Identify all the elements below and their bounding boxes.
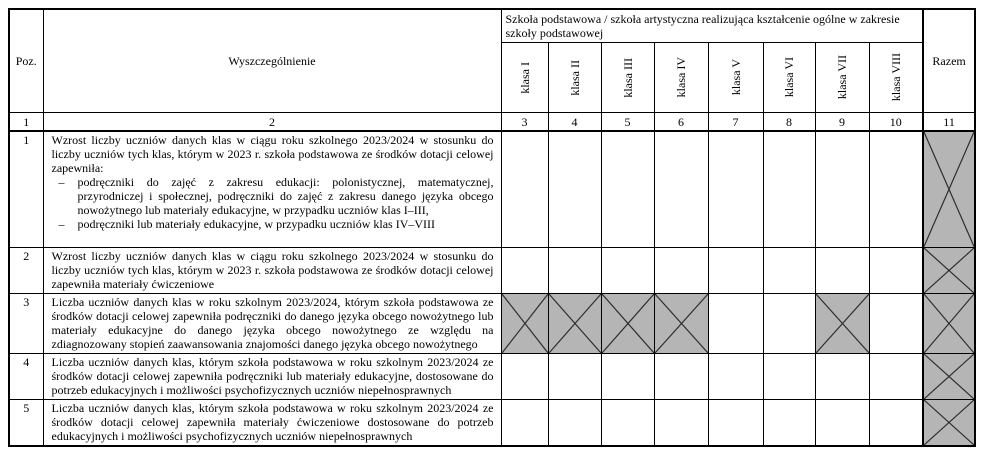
grid-cell-r5-k8[interactable]: [869, 399, 923, 446]
header-klasa-2: [548, 43, 601, 113]
grid-cell-r1-k7[interactable]: [815, 131, 869, 247]
row-5-description: Liczba uczniów danych klas, którym szkoła podstawowa w roku szkolnym 2023/2024 ze środków dotacji celowej zapewniła materiały ćwiczeniowe dostosowane do potrzeb edukacyjnych i możliwości psychofizycznych uczniów niepełnosprawnych: [43, 399, 501, 446]
grid-cell-r2-k7[interactable]: [815, 247, 869, 293]
crossed-out-x-icon: [602, 294, 654, 353]
grid-cell-r4-k1[interactable]: [501, 353, 548, 399]
grid-cell-r2-k2[interactable]: [548, 247, 601, 293]
grid-cell-r3-k8[interactable]: [869, 293, 923, 353]
row-3-description: Liczba uczniów danych klas w roku szkolnym 2023/2024, którym szkoła podstawowa ze środków dotacji celowej zapewniła podręczniki do danego języka obcego nowożytnego lub materiały edukacyjne do danego języka obcego nowożytnego ze względu na zdiagnozowany stopień zaawansowania znajomości danego języka obcego nowożytnego: [43, 293, 501, 353]
header-klasa-7: [815, 43, 869, 113]
header-razem: Razem: [923, 9, 975, 113]
grid-cell-r4-k3[interactable]: [601, 353, 654, 399]
table-row-1: [9, 131, 975, 247]
grid-cell-r5-k4[interactable]: [654, 399, 708, 446]
grid-cell-r2-k3[interactable]: [601, 247, 654, 293]
row-5-poz: 5: [9, 399, 43, 446]
dash-bullet-icon: –: [58, 175, 65, 189]
klasa-8-label: klasa VIII: [888, 53, 903, 102]
header-poz: Poz.: [9, 9, 43, 113]
row-2-description: Wzrost liczby uczniów danych klas w ciągu roku szkolnego 2023/2024 w stosunku do liczby uczniów tych klas, którym w 2023 r. szkoła podstawowa ze środków dotacji celowej zapewniła materiały ćwiczeniowe: [43, 247, 501, 293]
grid-cell-r2-k1[interactable]: [501, 247, 548, 293]
grid-cell-r2-k8[interactable]: [869, 247, 923, 293]
grid-cell-r4-k4[interactable]: [654, 353, 708, 399]
grid-cell-r3-k7: [815, 293, 869, 353]
row-1-description: [43, 131, 501, 247]
grid-cell-r3-k4: [654, 293, 708, 353]
grid-cell-r1-k4[interactable]: [654, 131, 708, 247]
crossed-out-x-icon: [924, 248, 974, 293]
colnum-4: 4: [548, 113, 601, 132]
grid-cell-r4-k8[interactable]: [869, 353, 923, 399]
klasa-6-label: klasa VI: [782, 57, 796, 98]
header-klasa-5: [708, 43, 763, 113]
header-school-group: Szkoła podstawowa / szkoła artystyczna realizująca kształcenie ogólne w zakresie szkoły podstawowej: [501, 9, 923, 43]
grid-cell-r1-k3[interactable]: [601, 131, 654, 247]
klasa-1-label: klasa I: [517, 61, 532, 94]
header-wyszczegolnienie: Wyszczególnienie: [43, 9, 501, 113]
row-1-bullet-1: [52, 175, 494, 217]
klasa-5-label: klasa V: [728, 59, 743, 96]
colnum-10: 10: [869, 113, 923, 132]
table-row-4: [9, 353, 975, 399]
header-klasa-4: [654, 43, 708, 113]
row-2-poz: 2: [9, 247, 43, 293]
row-1-bullet-2: [52, 217, 494, 231]
crossed-out-x-icon: [924, 294, 974, 353]
grid-cell-r3-k5[interactable]: [708, 293, 763, 353]
crossed-out-x-icon: [816, 294, 869, 353]
colnum-8: 8: [763, 113, 815, 132]
row-1-bullet-2-text: podręczniki lub materiały edukacyjne, w przypadku uczniów klas IV–VIII: [77, 217, 436, 231]
grid-cell-r1-k2[interactable]: [548, 131, 601, 247]
crossed-out-x-icon: [655, 294, 708, 353]
header-klasa-3: [601, 43, 654, 113]
klasa-7-label: klasa VII: [835, 55, 849, 100]
grid-cell-r1-k1[interactable]: [501, 131, 548, 247]
dash-bullet-icon: –: [58, 217, 65, 231]
grid-cell-r1-k5[interactable]: [708, 131, 763, 247]
colnum-2: 2: [43, 113, 501, 132]
grid-cell-r1-razem: [923, 131, 975, 247]
header-row-group: [9, 9, 975, 43]
row-1-intro: Wzrost liczby uczniów danych klas w ciągu roku szkolnego 2023/2024 w stosunku do liczby uczniów tych klas, którym w 2023 r. szkoła podstawowa ze środków dotacji celowej zapewniła:: [51, 133, 494, 175]
colnum-9: 9: [815, 113, 869, 132]
grid-cell-r2-k5[interactable]: [708, 247, 763, 293]
table-row-2: [9, 247, 975, 293]
grid-cell-r5-k5[interactable]: [708, 399, 763, 446]
grid-cell-r4-k2[interactable]: [548, 353, 601, 399]
column-number-row: [9, 113, 975, 132]
dotacja-rozliczenie-table: [8, 8, 976, 447]
colnum-7: 7: [708, 113, 763, 132]
row-1-bullet-1-text: podręczniki do zajęć z zakresu edukacji: polonistycznej, matematycznej, przyrodniczej i społecznej, podręczniki do zajęć z zakresu danego języka obcego nowożytnego lub materiały edukacyjne, w przypadku uczniów klas I–III,: [77, 175, 494, 217]
grid-cell-r2-razem: [923, 247, 975, 293]
grid-cell-r5-k6[interactable]: [763, 399, 815, 446]
grid-cell-r5-razem: [923, 399, 975, 446]
grid-cell-r3-k3: [601, 293, 654, 353]
colnum-1: 1: [9, 113, 43, 132]
grid-cell-r4-razem: [923, 353, 975, 399]
crossed-out-x-icon: [924, 400, 974, 445]
colnum-3: 3: [501, 113, 548, 132]
colnum-6: 6: [654, 113, 708, 132]
crossed-out-x-icon: [549, 294, 601, 353]
grid-cell-r2-k6[interactable]: [763, 247, 815, 293]
grid-cell-r3-k1: [501, 293, 548, 353]
row-4-poz: 4: [9, 353, 43, 399]
grid-cell-r2-k4[interactable]: [654, 247, 708, 293]
crossed-out-x-icon: [924, 354, 974, 399]
header-klasa-8: [869, 43, 923, 113]
grid-cell-r5-k7[interactable]: [815, 399, 869, 446]
header-klasa-1: [501, 43, 548, 113]
grid-cell-r5-k1[interactable]: [501, 399, 548, 446]
grid-cell-r5-k3[interactable]: [601, 399, 654, 446]
grid-cell-r1-k8[interactable]: [869, 131, 923, 247]
grid-cell-r4-k7[interactable]: [815, 353, 869, 399]
form-sheet: [8, 8, 974, 447]
grid-cell-r5-k2[interactable]: [548, 399, 601, 446]
grid-cell-r3-k2: [548, 293, 601, 353]
row-3-poz: 3: [9, 293, 43, 353]
klasa-4-label: klasa IV: [674, 57, 688, 98]
colnum-5: 5: [601, 113, 654, 132]
grid-cell-r1-k6[interactable]: [763, 131, 815, 247]
row-4-description: Liczba uczniów danych klas, którym szkoła podstawowa w roku szkolnym 2023/2024 ze środków dotacji celowej zapewniła podręczniki lub materiały edukacyjne, dostosowane do potrzeb edukacyjnych i możliwości psychofizycznych uczniów niepełnosprawnych: [43, 353, 501, 399]
crossed-out-x-icon: [924, 132, 974, 247]
grid-cell-r3-k6[interactable]: [763, 293, 815, 353]
grid-cell-r4-k5[interactable]: [708, 353, 763, 399]
klasa-3-label: klasa III: [620, 57, 635, 98]
crossed-out-x-icon: [502, 294, 548, 353]
header-klasa-6: [763, 43, 815, 113]
table-row-5: [9, 399, 975, 446]
grid-cell-r3-razem: [923, 293, 975, 353]
klasa-2-label: klasa II: [567, 59, 582, 96]
table-row-3: [9, 293, 975, 353]
row-1-poz: 1: [9, 131, 43, 247]
grid-cell-r4-k6[interactable]: [763, 353, 815, 399]
colnum-11: 11: [923, 113, 975, 132]
